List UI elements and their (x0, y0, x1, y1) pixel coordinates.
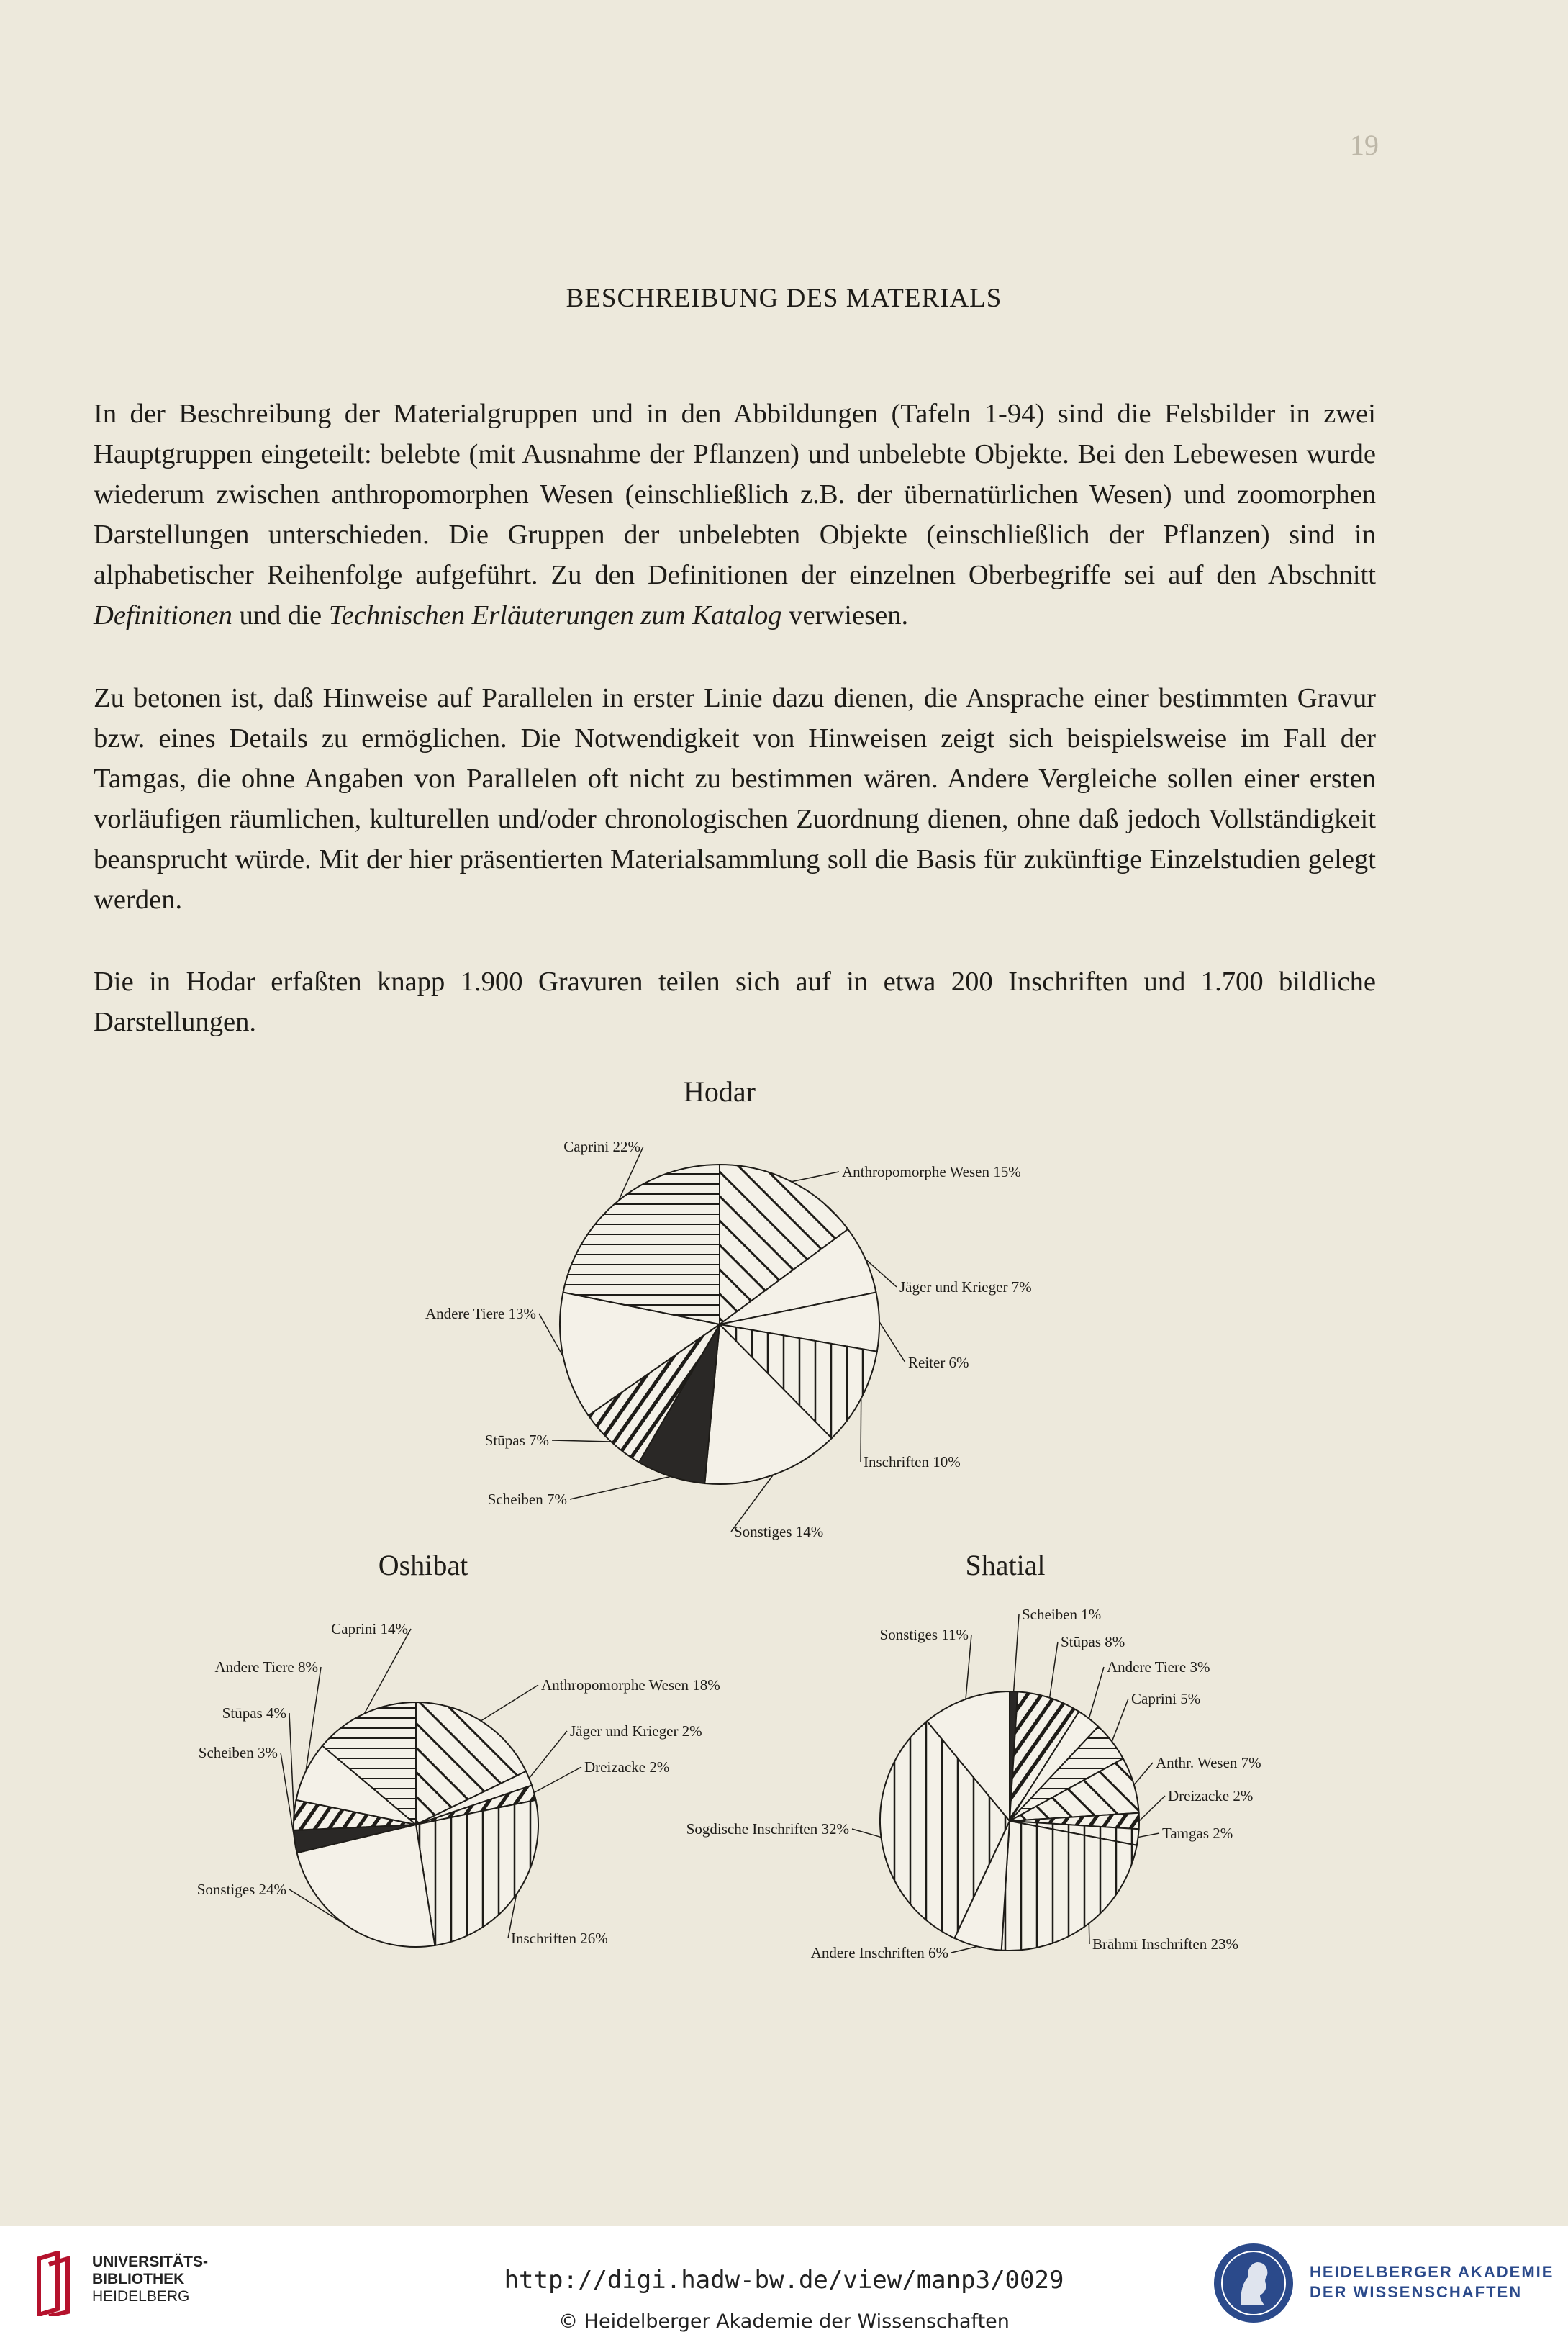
slice-label-anthropomorphe-wesen-15: Anthropomorphe Wesen 15% (842, 1163, 1021, 1180)
leader-line (966, 1635, 971, 1699)
academy-line-2: DER WISSENSCHAFTEN (1310, 2283, 1523, 2301)
leader-line (1139, 1796, 1165, 1821)
leader-line (1089, 1667, 1104, 1719)
leader-line (879, 1322, 905, 1362)
leader-line (1014, 1614, 1019, 1691)
slice-label-inschriften-10: Inschriften 10% (864, 1453, 961, 1470)
leader-line (534, 1767, 581, 1793)
slice-label-andere-tiere-13: Andere Tiere 13% (425, 1305, 536, 1322)
slice-label-sonstiges-14: Sonstiges 14% (734, 1523, 824, 1540)
slice-label-tamgas-2: Tamgas 2% (1162, 1825, 1233, 1842)
slice-label-st-pas-7: Stūpas 7% (484, 1432, 549, 1449)
leader-line (570, 1476, 671, 1499)
slice-label-scheiben-3: Scheiben 3% (198, 1744, 278, 1761)
paragraph-1-text-c: verwiesen. (781, 600, 909, 631)
chart-hodar (425, 1075, 1032, 1540)
slice-label-caprini-22: Caprini 22% (563, 1138, 640, 1155)
leader-line (364, 1629, 411, 1714)
slice-label-andere-tiere-8: Andere Tiere 8% (214, 1658, 318, 1676)
slice-label-dreizacke-2: Dreizacke 2% (584, 1758, 670, 1776)
chart-title-shatial: Shatial (965, 1549, 1046, 1581)
slice-label-inschriften-26: Inschriften 26% (511, 1930, 608, 1947)
slice-label-anthropomorphe-wesen-18: Anthropomorphe Wesen 18% (541, 1676, 720, 1694)
academy-name (1310, 2262, 1554, 2302)
section-heading: BESCHREIBUNG DES MATERIALS (566, 284, 1002, 313)
leader-line (852, 1829, 881, 1838)
leader-line (792, 1172, 839, 1182)
copyright-notice: © Heidelberger Akademie der Wissenschaften (558, 2310, 1010, 2333)
leader-line (1112, 1699, 1128, 1742)
leader-line (529, 1731, 567, 1779)
slice-label-caprini-14: Caprini 14% (331, 1620, 408, 1637)
slice-label-reiter-6: Reiter 6% (908, 1354, 969, 1371)
slice-label-j-ger-und-krieger-7: Jäger und Krieger 7% (899, 1278, 1032, 1296)
slice-label-br-hm-inschriften-23: Brāhmī Inschriften 23% (1092, 1935, 1238, 1953)
chart-oshibat (197, 1549, 720, 1947)
leader-line (1134, 1763, 1153, 1785)
paragraph-1-text-a: In der Beschreibung der Materialgruppen und in den Abbildungen (Tafeln 1-94) sind die Felsbilder in zwei Hauptgruppen eingeteilt: belebte (mit Ausnahme der Pflanzen) und unbelebte Objekte. Bei den Lebewesen wurde wiederum zwischen anthropomorphen Wesen (einschließlich z.B. der übernatürlichen Wesen) und zoomorphen Darstellungen unterschieden. Die Gruppen der unbelebten Objekte (einschließlich der Pflanzen) sind in alphabetischer Reihenfolge aufgeführt. Zu den Definitionen der einzelnen Oberbegriffe sei auf den Abschnitt (94, 399, 1376, 590)
slice-label-sonstiges-24: Sonstiges 24% (196, 1881, 286, 1898)
paragraph-2: Zu betonen ist, daß Hinweise auf Parallelen in erster Linie dazu dienen, die Ansprache einer bestimmten Gravur bzw. eines Details zu ermöglichen. Die Notwendigkeit von Hinweisen zeigt sich beispielsweise im Fall der Tamgas, die ohne Angaben von Parallelen oft nicht zu bestimmen wären. Andere Vergleiche sollen einer ersten vorläufigen räumlichen, kulturellen und/oder chronologischen Zuordnung dienen, ohne daß jedoch Vollständigkeit beansprucht würde. Mit der hier präsentierten Materialsammlung soll die Basis für zukünftige Einzelstudien gelegt werden. (94, 683, 1376, 915)
paragraph-1-emphasis-definitionen: Definitionen (94, 600, 232, 631)
slice-label-sonstiges-11: Sonstiges 11% (879, 1626, 969, 1643)
leader-line (552, 1440, 611, 1442)
page-number: 19 (1350, 129, 1379, 161)
leader-line (1138, 1833, 1159, 1838)
slice-label-st-pas-4: Stūpas 4% (222, 1704, 286, 1722)
leader-line (1050, 1642, 1058, 1698)
slice-label-caprini-5: Caprini 5% (1131, 1690, 1201, 1707)
slice-label-dreizacke-2: Dreizacke 2% (1168, 1787, 1254, 1804)
slice-label-scheiben-7: Scheiben 7% (487, 1491, 567, 1508)
paragraph-1-emphasis-katalog: Technischen Erläuterungen zum Katalog (328, 600, 782, 631)
chart-shatial (686, 1549, 1261, 1961)
library-line-3: HEIDELBERG (92, 2288, 190, 2305)
paragraph-3: Die in Hodar erfaßten knapp 1.900 Gravuren teilen sich auf in etwa 200 Inschriften und 1.700 bildliche Darstellungen. (94, 967, 1376, 1037)
slice-label-st-pas-8: Stūpas 8% (1061, 1633, 1125, 1650)
library-line-2: BIBLIOTHEK (92, 2271, 185, 2287)
academy-seal-icon (1213, 2242, 1295, 2324)
slice-label-sogdische-inschriften-32: Sogdische Inschriften 32% (686, 1820, 849, 1838)
slice-label-anthr-wesen-7: Anthr. Wesen 7% (1156, 1754, 1261, 1771)
slice-label-scheiben-1: Scheiben 1% (1022, 1606, 1102, 1623)
chart-title-oshibat: Oshibat (378, 1549, 468, 1581)
footer (0, 2226, 1568, 2350)
page-url-link[interactable]: http://digi.hadw-bw.de/view/manp3/0029 (504, 2266, 1064, 2295)
leader-line (481, 1685, 538, 1721)
paragraph-1-text-b: und die (232, 600, 329, 631)
pie-slice-inschriften-26 (416, 1800, 538, 1945)
leader-line (289, 1713, 294, 1815)
leader-line (951, 1946, 977, 1953)
library-line-1: UNIVERSITÄTS- (92, 2254, 209, 2270)
slice-label-j-ger-und-krieger-2: Jäger und Krieger 2% (570, 1722, 702, 1740)
slice-label-andere-tiere-3: Andere Tiere 3% (1107, 1658, 1210, 1676)
academy-line-1: HEIDELBERGER AKADEMIE (1310, 2263, 1554, 2281)
slice-label-andere-inschriften-6: Andere Inschriften 6% (810, 1944, 948, 1961)
chart-title-hodar: Hodar (684, 1075, 756, 1108)
